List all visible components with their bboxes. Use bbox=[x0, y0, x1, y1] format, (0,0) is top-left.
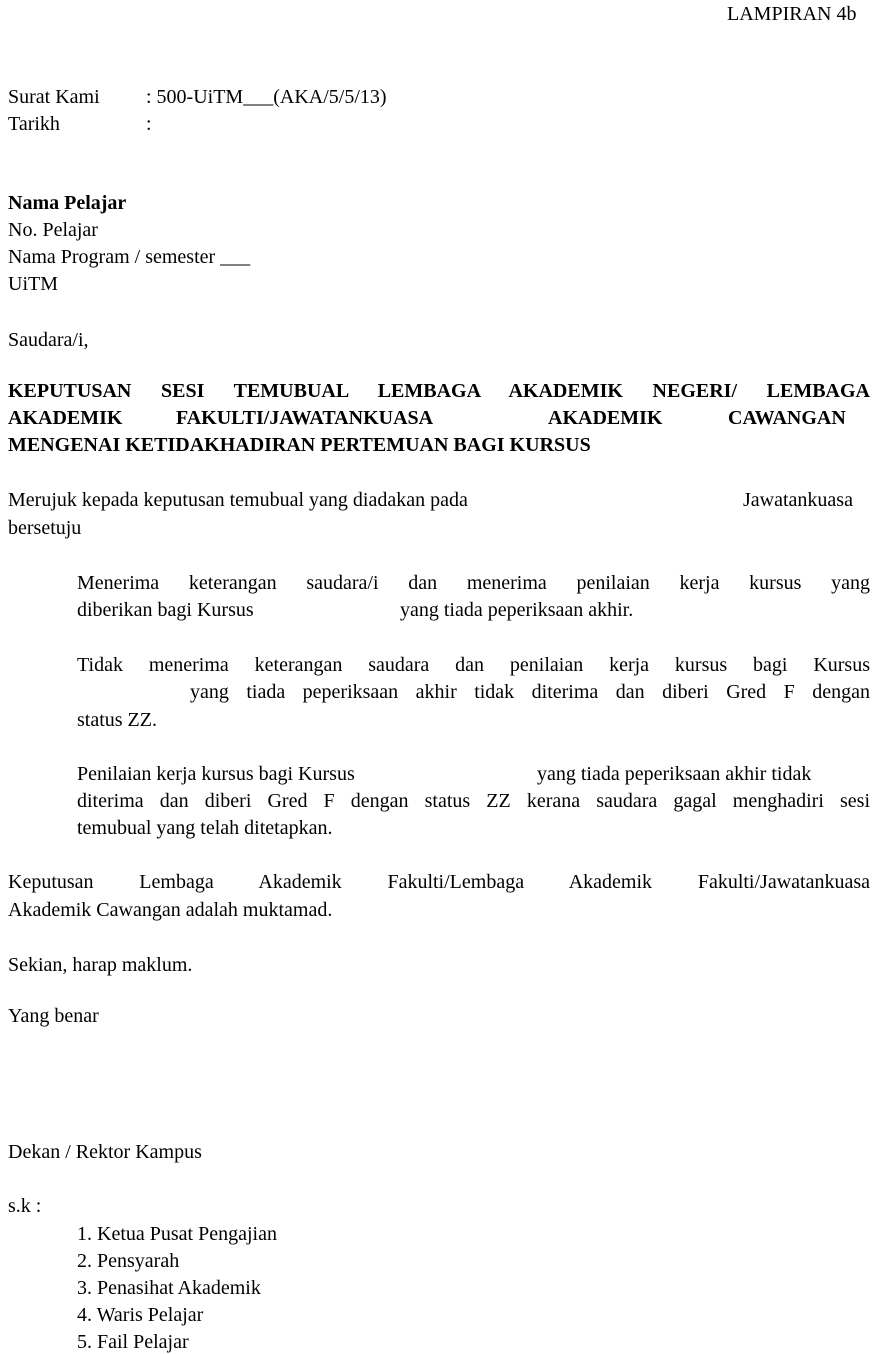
closing-yang-benar: Yang benar bbox=[8, 1005, 99, 1027]
heading-line3: MENGENAI KETIDAKHADIRAN PERTEMUAN BAGI KURSUS bbox=[8, 434, 591, 456]
option1-line1: Menerima keterangan saudara/i dan menerima penilaian kerja kursus yang bbox=[77, 572, 870, 594]
cc-label: s.k : bbox=[8, 1195, 42, 1217]
salutation: Saudara/i, bbox=[8, 329, 89, 351]
option3-line1-a: Penilaian kerja kursus bagi Kursus bbox=[77, 763, 355, 785]
cc-item: 2. Pensyarah bbox=[77, 1250, 180, 1272]
decision-line1: Keputusan Lembaga Akademik Fakulti/Lembaga Akademik Fakulti/Jawatankuasa bbox=[8, 871, 870, 893]
option1-line2-b: yang tiada peperiksaan akhir. bbox=[400, 599, 634, 621]
recipient-no: No. Pelajar bbox=[8, 219, 98, 241]
tarikh-value: : bbox=[146, 113, 152, 135]
surat-kami-label: Surat Kami bbox=[8, 86, 100, 108]
tarikh-label: Tarikh bbox=[8, 113, 60, 135]
signatory: Dekan / Rektor Kampus bbox=[8, 1141, 202, 1163]
option2-line3: status ZZ. bbox=[77, 709, 157, 731]
lampiran-label: LAMPIRAN 4b bbox=[727, 3, 857, 25]
cc-item: 4. Waris Pelajar bbox=[77, 1304, 204, 1326]
intro-line2: bersetuju bbox=[8, 517, 82, 539]
surat-kami-value: : 500-UiTM___(AKA/5/5/13) bbox=[146, 86, 387, 108]
option3-line1-b: yang tiada peperiksaan akhir tidak bbox=[537, 763, 812, 785]
option1-line2-a: diberikan bagi Kursus bbox=[77, 599, 254, 621]
recipient-program: Nama Program / semester ___ bbox=[8, 246, 251, 268]
recipient-uitm: UiTM bbox=[8, 273, 58, 295]
heading-line2-cawangan: CAWANGAN bbox=[728, 407, 846, 429]
cc-item: 1. Ketua Pusat Pengajian bbox=[77, 1223, 277, 1245]
heading-line2-fakulti: FAKULTI/JAWATANKUASA bbox=[176, 407, 434, 429]
heading-line2-akademik: AKADEMIK bbox=[8, 407, 123, 429]
closing-sekian: Sekian, harap maklum. bbox=[8, 954, 193, 976]
heading-line2-akademik-2: AKADEMIK bbox=[548, 407, 663, 429]
cc-item: 5. Fail Pelajar bbox=[77, 1331, 189, 1353]
option2-line2: yang tiada peperiksaan akhir tidak diterima dan diberi Gred F dengan bbox=[190, 681, 870, 703]
intro-jawatankuasa: Jawatankuasa bbox=[743, 489, 853, 511]
decision-line2: Akademik Cawangan adalah muktamad. bbox=[8, 899, 333, 921]
heading-line1: KEPUTUSAN SESI TEMUBUAL LEMBAGA AKADEMIK NEGERI/ LEMBAGA bbox=[8, 380, 870, 402]
intro-line1: Merujuk kepada keputusan temubual yang diadakan pada bbox=[8, 489, 468, 511]
option3-line3: temubual yang telah ditetapkan. bbox=[77, 817, 333, 839]
option3-line2: diterima dan diberi Gred F dengan status ZZ kerana saudara gagal menghadiri sesi bbox=[77, 790, 870, 812]
cc-item: 3. Penasihat Akademik bbox=[77, 1277, 261, 1299]
option2-line1: Tidak menerima keterangan saudara dan penilaian kerja kursus bagi Kursus bbox=[77, 654, 870, 676]
recipient-name: Nama Pelajar bbox=[8, 192, 127, 214]
